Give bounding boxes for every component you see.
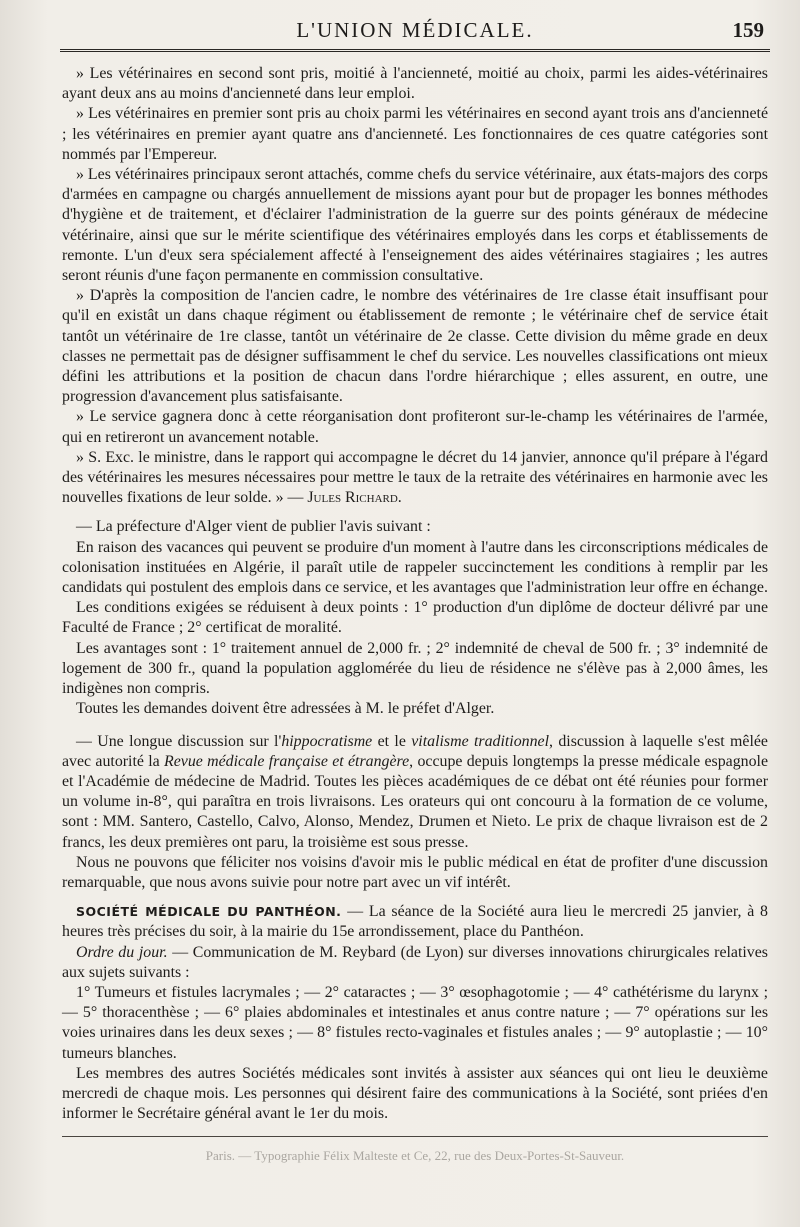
header-rule <box>60 49 770 52</box>
text-fragment: , occupe depuis longtemps la presse médicale espagnole et l'Académie de médecine de Madrid. Toutes les pièces académiques de ce débat ont été réunies pour former un volume in-8°, qui paraîtra en trois livraisons. Les orateurs qui ont concouru à la formation de ce volume, sont : MM. Santero, Castello, Calvo, Alonso, Mendez, Drumen et Nieto. Le prix de chaque livraison est de 2 francs, les deux premières ont paru, la troisième est sous presse. <box>62 752 768 851</box>
society-announcement: — La séance de la Société aura lieu le mercredi 25 janvier, à 8 heures très précises du soir, à la mairie du 15e arrondissement, place du Panthéon. <box>62 903 769 941</box>
text-fragment: — Une longue discussion sur l' <box>76 732 282 750</box>
paragraph-veterinaires-premier: » Les vétérinaires en premier sont pris au choix parmi les vétérinaires en second ayant trois ans d'ancienneté ; les vétérinaires en premier ayant quatre ans d'ancienneté. Les fonctionnaires de ces quatre catégories sont nommés par l'Empereur. <box>62 105 768 163</box>
paragraph-vacances: En raison des vacances qui peuvent se produire d'un moment à l'autre dans les circonscriptions médicales de colonisation instituées en Algérie, il paraît utile de rappeler succinctement les conditions à remplir par les candidats qui postulent des emplois dans ce service, et les avantages que l'administration leur offre en échange. <box>62 538 768 597</box>
paragraph-ordre-du-jour <box>62 943 768 983</box>
running-title: L'UNION MÉDICALE. <box>296 18 534 42</box>
paragraph-felicitations: Nous ne pouvons que féliciter nos voisins d'avoir mis le public médical en état de profiter d'une discussion remarquable, que nous avons suivie pour notre part avec un vif intérêt. <box>62 853 768 891</box>
paragraph-service-reorganisation: » Le service gagnera donc à cette réorganisation dont profiteront sur-le-champ les vétérinaires de l'armée, qui en retireront un avancement notable. <box>62 408 768 446</box>
paragraph-veterinaires-principaux: » Les vétérinaires principaux seront attachés, comme chefs du service vétérinaire, aux états-majors des corps d'armées en campagne ou chargés annuellement de missions ayant pour but de propager les bonnes méthodes d'hygiène et de traitement, et d'éclairer l'administration de la guerre sur des points généraux de médecine vétérinaire, ainsi que sur le mérite scientifique des vétérinaires employés dans les corps et établissements de remonte. L'un d'eux sera spécialement affecté à l'enseignement des aides vétérinaires stagiaires ; les autres seront réunis d'une façon permanente en commission consultative. <box>62 166 768 285</box>
paragraph-societe-pantheon <box>62 902 768 942</box>
paragraph-sujets-list: 1° Tumeurs et fistules lacrymales ; — 2° cataractes ; — 3° œsophagotomie ; — 4° cathétérisme du larynx ; — 5° thoracenthèse ; — 6° plaies abdominales et intestinales et anus contre nature ; — 7° opérations sur les voies urinaires dans les deux sexes ; — 8° fistules recto-vaginales et fistules anales ; — 9° autoplastie ; — 10° tumeurs blanches. <box>62 983 768 1062</box>
text-fragment: et le <box>372 732 412 750</box>
paragraph-prefecture-alger: — La préfecture d'Alger vient de publier l'avis suivant : <box>76 518 431 536</box>
paragraph-membres-invites: Les membres des autres Sociétés médicales sont invités à assister aux séances qui ont lieu le deuxième mercredi de chaque mois. Les personnes qui désirent faire des communications à la Société, sont priées d'en informer le Secrétaire général avant le 1er du mois. <box>62 1064 768 1123</box>
paragraph-avantages: Les avantages sont : 1° traitement annuel de 2,000 fr. ; 2° indemnité de cheval de 500 fr. ; 3° indemnité de logement de 300 fr., quand la population agglomérée du lieu de résidence ne s'élève pas à 2,000 âmes, les indigènes non compris. <box>62 639 768 698</box>
society-heading: SOCIÉTÉ MÉDICALE DU PANTHÉON. <box>76 904 342 920</box>
text-fragment: , discussion à laquelle s'est mêlée avec autorité la <box>62 732 768 770</box>
footer-rule <box>62 1136 768 1137</box>
italic-term-vitalisme: vitalisme traditionnel <box>411 732 550 750</box>
printer-imprint: Paris. — Typographie Félix Malteste et Ce, 22, rue des Deux-Portes-St-Sauveur. <box>205 1148 625 1163</box>
italic-term-hippocratisme: hippocratisme <box>281 732 373 750</box>
paragraph-hippocratisme <box>62 732 768 853</box>
paragraph-conditions: Les conditions exigées se réduisent à deux points : 1° production d'un diplôme de docteur délivré par une Faculté de France ; 2° certificat de moralité. <box>62 599 768 637</box>
page-number: 159 <box>732 18 764 42</box>
paragraph-aides-veterinaires: » Les vétérinaires en second sont pris, moitié à l'ancienneté, moitié au choix, parmi les aides-vétérinaires ayant deux ans au moins d'ancienneté dans leur emploi. <box>62 65 768 103</box>
ordre-du-jour-label: Ordre du jour. <box>76 943 168 961</box>
running-head <box>60 12 770 46</box>
paragraph-ancien-cadre: » D'après la composition de l'ancien cadre, le nombre des vétérinaires de 1re classe était insuffisant pour qu'il en existât un dans chaque régiment ou établissement de remonte ; le vétérinaire chef de service était tantôt un vétérinaire de 1re classe, tantôt un vétérinaire de 2e classe. Cette division du même grade en deux classes ne permettait pas de désigner suffisamment le chef du service. Les nouvelles classifications ont mieux défini les attributions et la position de chacun dans l'ordre hiérarchique ; elles assurent, en outre, une progression d'avancement plus satisfaisante. <box>62 287 768 406</box>
italic-revue-title: Revue médicale française et étrangère <box>164 752 410 770</box>
ordre-du-jour-text: — Communication de M. Reybard (de Lyon) sur diverses innovations chirurgicales relatives aux sujets suivants : <box>62 943 768 981</box>
article-body <box>62 64 768 1124</box>
paragraph-retraite <box>62 448 768 509</box>
paragraph-demandes: Toutes les demandes doivent être adressées à M. le préfet d'Alger. <box>76 700 495 718</box>
author-signature: Jules Richard. <box>307 489 402 507</box>
retraite-text: » S. Exc. le ministre, dans le rapport qui accompagne le décret du 14 janvier, annonce qu'il prépare à l'égard des vétérinaires les mesures nécessaires pour mettre le taux de la retraite des vétérinaires en harmonie avec les nouvelles fixations de leur solde. » — <box>62 448 768 507</box>
